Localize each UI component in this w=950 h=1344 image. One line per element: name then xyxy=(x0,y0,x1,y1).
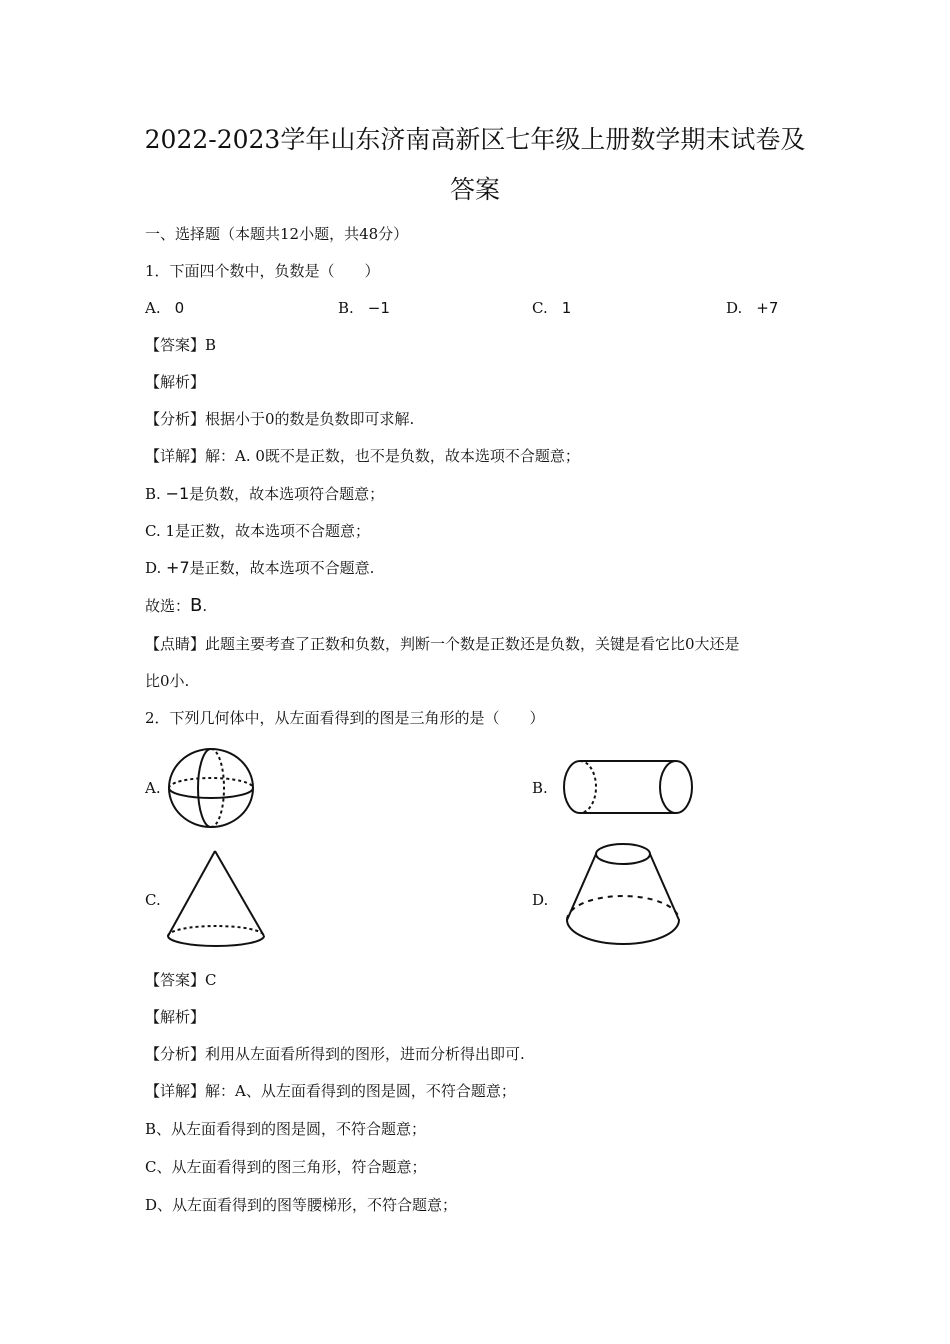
q1-option-d xyxy=(726,298,778,318)
q1-option-a xyxy=(145,298,184,318)
option-value: +7 xyxy=(756,299,779,317)
sphere-icon xyxy=(165,746,257,830)
choice-value: B xyxy=(190,595,203,616)
q2-detail-a: 【详解】解：A、从左面看得到的图是圆，不符合题意； xyxy=(145,1082,516,1100)
detail-text: 是负数，故本选项符合题意； xyxy=(189,485,385,503)
q1-detail-b xyxy=(145,484,384,504)
cone-icon xyxy=(163,848,271,950)
q2-analysis: 【分析】利用从左面看所得到的图形，进而分析得出即可. xyxy=(145,1045,525,1063)
q1-answer: 【答案】B xyxy=(145,336,217,354)
option-letter: B. xyxy=(338,299,354,317)
question-1-stem: 1．下面四个数中，负数是（ ） xyxy=(145,262,380,280)
q1-comment: 【点睛】此题主要考查了正数和负数，判断一个数是正数还是负数，关键是看它比0大还是 xyxy=(145,635,740,653)
document-title-continued: 答案 xyxy=(449,175,500,204)
q1-analysis-head: 【解析】 xyxy=(145,373,206,391)
detail-number: +7 xyxy=(166,558,190,577)
q2-label-a: A. xyxy=(145,779,161,797)
q2-analysis-head: 【解析】 xyxy=(145,1008,206,1026)
option-value: 0 xyxy=(174,299,185,317)
q1-choice xyxy=(145,596,207,616)
q2-detail-d: D、从左面看得到的图等腰梯形，不符合题意； xyxy=(145,1196,458,1214)
q1-option-b xyxy=(338,298,390,318)
choice-prefix: 故选： xyxy=(145,597,191,615)
q2-answer: 【答案】C xyxy=(145,971,217,989)
question-2-stem: 2．下列几何体中，从左面看得到的图是三角形的是（ ） xyxy=(145,709,545,727)
frustum-icon xyxy=(563,840,685,952)
document-title: 2022-2023学年山东济南高新区七年级上册数学期末试卷及 xyxy=(144,125,806,154)
option-value: −1 xyxy=(367,299,390,317)
option-letter: D. xyxy=(726,299,743,317)
q2-label-b: B. xyxy=(532,779,548,797)
choice-suffix: . xyxy=(202,597,208,615)
q2-detail-b: B、从左面看得到的图是圆，不符合题意； xyxy=(145,1120,427,1138)
q2-label-c: C. xyxy=(145,891,161,909)
q1-detail-a: 【详解】解：A. 0既不是正数，也不是负数，故本选项不合题意； xyxy=(145,447,580,465)
option-letter: A. xyxy=(145,299,161,317)
q1-option-c xyxy=(532,298,571,318)
section-heading: 一、选择题（本题共12小题，共48分） xyxy=(145,225,409,243)
cylinder-icon xyxy=(560,758,696,816)
q1-comment-continued: 比0小. xyxy=(145,672,190,690)
q1-detail-c: C. 1是正数，故本选项不合题意； xyxy=(145,522,371,540)
option-value: 1 xyxy=(561,299,572,317)
q1-detail-d xyxy=(145,558,374,578)
detail-prefix: B. xyxy=(145,485,166,503)
q2-detail-c: C、从左面看得到的图三角形，符合题意； xyxy=(145,1158,427,1176)
detail-number: −1 xyxy=(165,484,190,503)
q1-analysis: 【分析】根据小于0的数是负数即可求解. xyxy=(145,410,415,428)
detail-text: 是正数，故本选项不合题意. xyxy=(189,559,375,577)
detail-prefix: D. xyxy=(145,559,167,577)
q2-label-d: D. xyxy=(532,891,549,909)
option-letter: C. xyxy=(532,299,548,317)
